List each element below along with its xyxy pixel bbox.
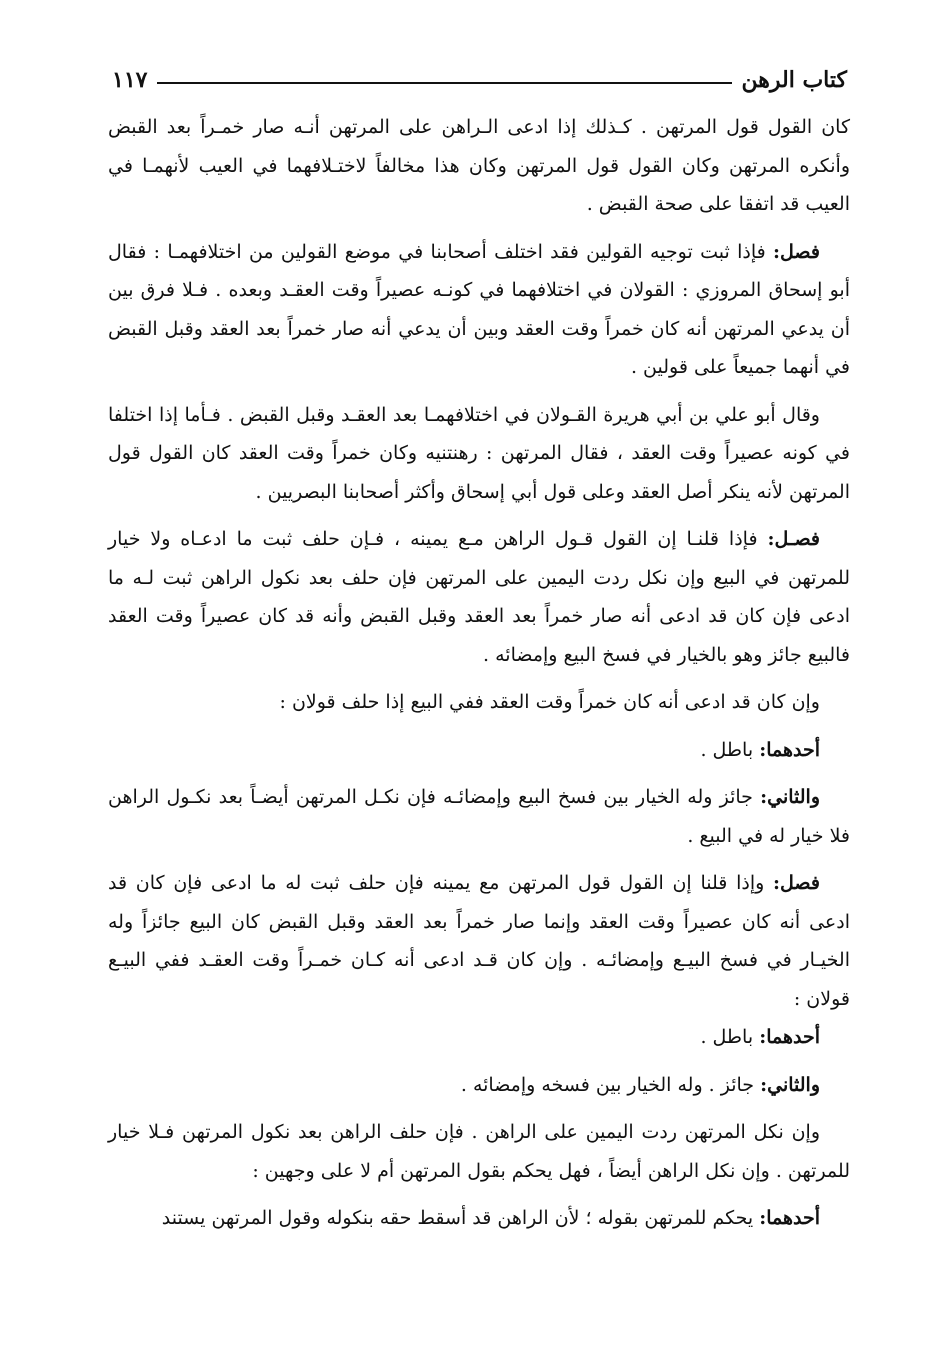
- paragraph-text: فإذا ثبت توجيه القولين فقد اختلف أصحابنا في موضع القولين من اختلافهمـا : فقال أبو إسحاق المروزي : القولان في اختلافهما في كونـه عصيراً وقت العقـد وبعده . فـلا فرق بين أن يدعي المرتهن أنه كان خمراً وقت العقد وبين أن يدعي أنه صار خمراً بعد العقد وقبل القبض في أنهما جميعاً على قولين .: [108, 240, 850, 378]
- section-label: فصل:: [773, 872, 820, 894]
- section-label: والثاني:: [760, 786, 820, 808]
- paragraph-text: باطل .: [700, 1026, 760, 1048]
- page-body: [108, 108, 850, 1238]
- section-label: فصـل:: [767, 528, 820, 550]
- paragraph-5: وإن كان قد ادعى أنه كان خمراً وقت العقد ففي البيع إذا حلف قولان :: [279, 691, 820, 713]
- paragraph-9: [108, 1018, 850, 1057]
- section-label: أحدهما:: [759, 738, 820, 761]
- paragraph-text: جائز وله الخيار بين فسخ البيع وإمضائـه فإن نكـل المرتهن أيضـاً بعد نكـول الراهن فلا خيار له في البيع .: [108, 786, 850, 847]
- paragraph-text: باطل .: [700, 738, 760, 761]
- paragraph-11: وإن نكل المرتهن ردت اليمين على الراهن . فإن حلف الراهن بعد نكول المرتهن فـلا خيار للمرتهن . وإن نكل الراهن أيضاً ، فهل يحكم بقول المرتهن أم لا على وجهين :: [108, 1121, 850, 1182]
- paragraph-3: وقال أبو علي بن أبي هريرة القـولان في اختلافهمـا بعد العقـد وقبل القبض . فـأما إذا اختلفا في كونه عصيراً وقت العقد ، فقال المرتهن : رهنتنيه وكان خمراً وقت العقد كان القول قول المرتهن لأنه ينكر أصل العقد وعلى قول أبي إسحاق وأكثر أصحابنا البصريين .: [108, 403, 850, 503]
- paragraph-6: [108, 731, 850, 770]
- running-title: كتاب الرهن: [741, 67, 847, 93]
- paragraph-text: وإذا قلنا إن القول قول المرتهن مع يمينه فإن حلف ثبت له ما ادعى فإن كان قد ادعى أنه كان عصيراً وقت العقد وإنما صار خمراً بعد العقد وقبل القبض كان البيع جائزاً وله الخيـار في فسخ البيـع وإمضائـه . وإن كان قـد ادعى أنه كـان خمـراً وقت العقـد ففي البيـع قولان :: [108, 872, 850, 1010]
- paragraph-2: [108, 233, 850, 387]
- paragraph-text: جائز . وله الخيار بين فسخه وإمضائه .: [460, 1073, 761, 1096]
- paragraph-1: كان القول قول المرتهن . كـذلك إذا ادعى الـراهن على المرتهن أنـه صار خمـراً بعد القبض وأنكره المرتهن وكان القول قول المرتهن وكان هذا مخالفاً لاختـلافهما في العيب لأنهمـا في العيب قد اتفقا على صحة القبض .: [108, 116, 850, 215]
- paragraph-7: [108, 778, 850, 855]
- paragraph-10: [108, 1066, 850, 1105]
- paragraph-8: [108, 864, 850, 1018]
- page-header: [112, 62, 847, 98]
- paragraph-4: [108, 520, 850, 674]
- section-label: فصل:: [773, 240, 820, 263]
- section-label: أحدهما:: [759, 1207, 820, 1229]
- paragraph-text: يحكم للمرتهن بقوله ؛ لأن الراهن قد أسقط حقه بنكوله وقول المرتهن يستند: [161, 1207, 760, 1229]
- header-rule: [157, 82, 731, 84]
- section-label: أحدهما:: [759, 1026, 820, 1048]
- section-label: والثاني:: [760, 1073, 820, 1096]
- page-number: ١١٧: [112, 67, 148, 93]
- paragraph-text: فإذا قلنـا إن القول قـول الراهن مـع يمينه ، فـإن حلف ثبت ما ادعـاه ولا خيار للمرتهن في البيع وإن نكل ردت اليمين على المرتهن فإن حلف بعد نكول الراهن ثبت لـه ما ادعى فإن كان قد ادعى أنه صار خمراً بعد العقد وقبل القبض وأنه قد كان عصيراً وقت العقد فالبيع جائز وهو بالخيار في فسخ البيع وإمضائه .: [108, 528, 850, 666]
- paragraph-12: [108, 1199, 850, 1238]
